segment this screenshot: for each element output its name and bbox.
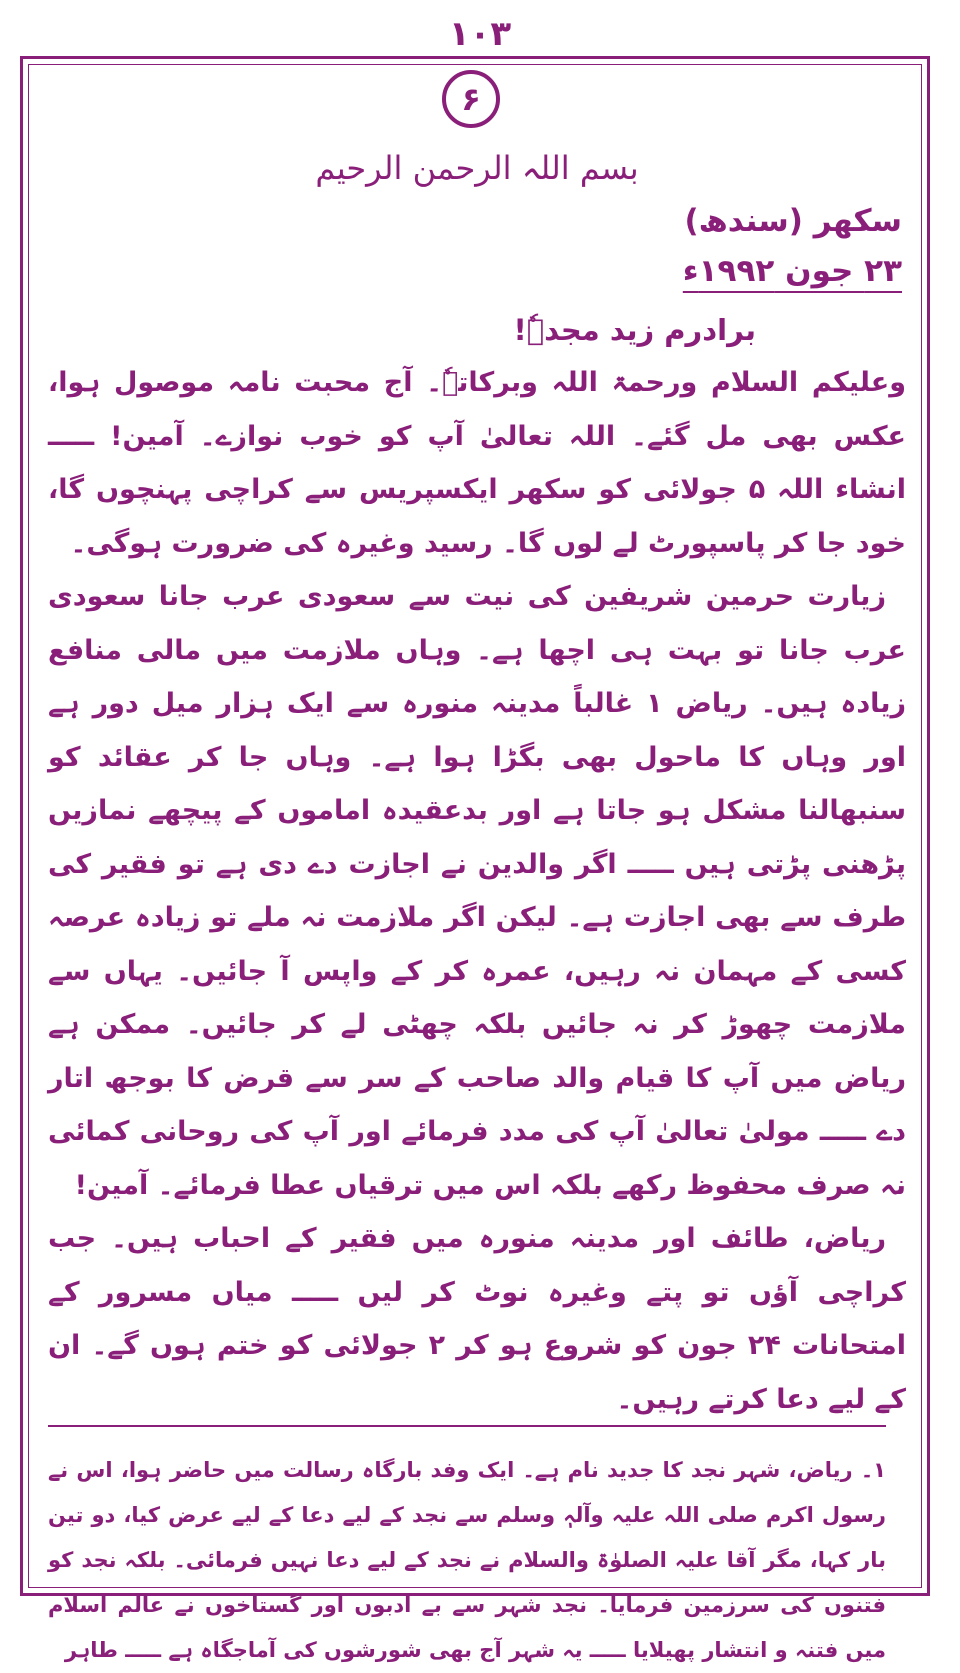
- letter-place: سکھر (سندھ): [684, 203, 902, 239]
- paragraph-2: زیارت حرمین شریفین کی نیت سے سعودی عرب جانا سعودی عرب جانا تو بہت ہی اچھا ہے۔ وہاں ملازمت میں مالی منافع زیادہ ہیں۔ ریاض ۱ غالباً مدینہ منورہ سے ایک ہزار میل دور ہے اور وہاں کا ماحول بھی بگڑا ہوا ہے۔ وہاں جا کر عقائد کو سنبھالنا مشکل ہو جاتا ہے اور بدعقیدہ اماموں کے پیچھے نمازیں پڑھنی پڑتی ہیں ـــــ اگر والدین نے اجازت دے دی ہے تو فقیر کی طرف سے بھی اجازت ہے۔ لیکن اگر ملازمت نہ ملے تو زیادہ عرصہ کسی کے مہمان نہ رہیں، عمرہ کر کے واپس آ جائیں۔ یہاں سے ملازمت چھوڑ کر نہ جائیں بلکہ چھٹی لے کر جائیں۔ ممکن ہے ریاض میں آپ کا قیام والد صاحب کے سر سے قرض کا بوجھ اتار دے ـــــ مولیٰ تعالیٰ آپ کی مدد فرمائے اور آپ کی روحانی کمائی نہ صرف محفوظ رکھے بلکہ اس میں ترقیاں عطا فرمائے۔ آمین!: [48, 581, 906, 1201]
- paragraph-1: وعلیکم السلام ورحمۃ اللہ وبرکاتہٗ۔ آج محبت نامہ موصول ہوا، عکس بھی مل گئے۔ اللہ تعالیٰ آپ کو خوب نوازے۔ آمین! ـــــ انشاء اللہ ۵ جولائی کو سکھر ایکسپریس سے کراچی پہنچوں گا، خود جا کر پاسپورٹ لے لوں گا۔ رسید وغیرہ کی ضرورت ہوگی۔: [48, 367, 906, 559]
- page-number: ۱۰۳: [448, 14, 512, 54]
- bismillah-heading: بسم اللہ الرحمن الرحیم: [315, 149, 639, 187]
- footnote: ۱۔ ریاض، شہر نجد کا جدید نام ہے۔ ایک وفد بارگاہ رسالت میں حاضر ہوا، اس نے رسول اکرم صلی اللہ علیہ وآلہٖ وسلم سے نجد کے لیے دعا کے لیے عرض کیا، دو تین بار کہا، مگر آقا علیہ الصلوٰۃ والسلام نے نجد کے لیے دعا نہیں فرمائی۔ بلکہ نجد کو فتنوں کی سرزمین فرمایا۔ نجد شہر سے بے ادبوں اور گستاخوں نے عالم اسلام میں فتنہ و انتشار پھیلایا ـــــ یہ شہر آج بھی شورشوں کی آماجگاہ ہے ـــــ طاہر: [48, 1458, 886, 1662]
- paragraph-3: ریاض، طائف اور مدینہ منورہ میں فقیر کے احباب ہیں۔ جب کراچی آؤں تو پتے وغیرہ نوٹ کر لیں ـــــ میاں مسرور کے امتحانات ۲۴ جون کو شروع ہو کر ۲ جولائی کو ختم ہوں گے۔ ان کے لیے دعا کرتے رہیں۔: [48, 1223, 906, 1415]
- letter-number-badge: ۶: [442, 70, 500, 128]
- footnote-divider: [48, 1425, 886, 1427]
- letter-salutation: برادرم زید مجدہٗ!: [513, 313, 756, 347]
- letter-body: [48, 140, 906, 1420]
- letter-date: ۲۳ جون ۱۹۹۲ء: [682, 253, 902, 289]
